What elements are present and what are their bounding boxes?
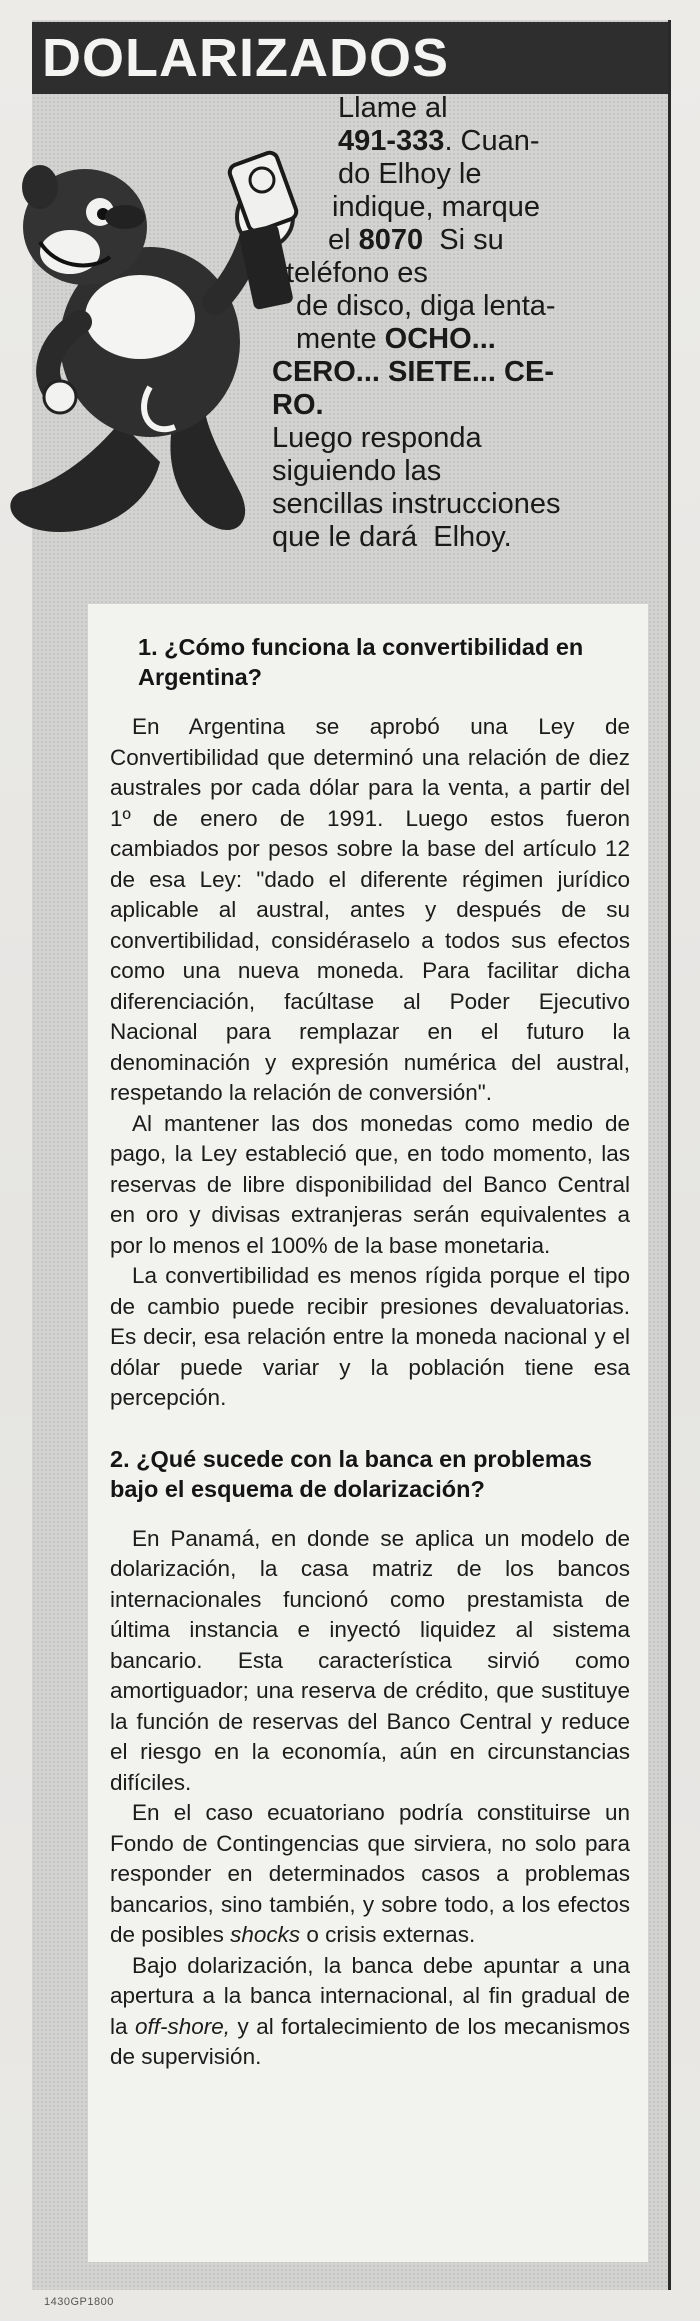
callout-line: Luego responda [272, 422, 482, 454]
header-banner [32, 22, 668, 94]
access-code: 8070 [358, 224, 424, 256]
callout-line: 491-333. Cuan- [338, 125, 540, 157]
phone-instructions [250, 92, 630, 554]
page-title: DOLARIZADOS [42, 28, 449, 88]
callout-line: que le dará Elhoy. [272, 521, 512, 553]
callout-line: sencillas instrucciones [272, 488, 561, 520]
callout-line: de disco, diga lenta- [296, 290, 556, 322]
question-1-paragraph: En Argentina se aprobó una Ley de Convertibilidad que determinó una relación de diez australes por cada dólar para la venta, a partir del 1º de enero de 1991. Luego estos fueron cambiados por pesos sobre la base del artículo 12 de esa Ley: "dado el diferente régimen jurídico aplicable al austral, antes y después de su convertibilidad, considéraselo a todos sus efectos como una nueva moneda. Para facilitar dicha diferenciación, facúltase al Poder Ejecutivo Nacional para remplazar en el futuro la denominación y expresión numérica del austral, respetando la relación de conversión". [110, 714, 630, 1105]
question-1-paragraph: Al mantener las dos monedas como medio de pago, la Ley estableció que, en todo momento, las reservas de libre disponibilidad del Banco Central en oro y divisas extranjeras serán equivalentes a por lo menos el 100% de la base monetaria. [110, 1110, 630, 1258]
callout-line: indique, marque [332, 191, 540, 223]
callout-line: do Elhoy le [338, 158, 482, 190]
callout-line: el 8070 Si su [328, 224, 504, 256]
question-2-paragraph: En Panamá, en donde se aplica un modelo de dolarización, la casa matriz de los bancos internacionales funcionó como prestamista de última instancia e inyectó liquidez al sistema bancario. Esta característica sirvió como amortiguador; una reserva de crédito, que sustituye la función de reservas del Banco Central y reduce el riesgo en la economía, aún en circunstancias difíciles. [110, 1525, 630, 1795]
question-2-title: 2. ¿Qué sucede con la banca en problemas bajo el esquema de dolarización? [110, 1445, 592, 1502]
question-1-paragraph: La convertibilidad es menos rígida porque el tipo de cambio puede recibir presiones devaluatorias. Es decir, esa relación entre la moneda nacional y el dólar puede variar y la población tiene esa percepción. [110, 1263, 630, 1410]
question-1-title: 1. ¿Cómo funciona la convertibilidad en Argentina? [138, 634, 584, 690]
phone-number: 491-333 [338, 125, 445, 157]
callout-line: RO. [272, 389, 324, 421]
callout-line: Llame al [338, 92, 448, 124]
question-2-paragraph: Bajo dolarización, la banca debe apuntar a una apertura a la banca internacional, al fin gradual de la off-shore, y al fortalecimiento de los mecanismos de supervisión. [110, 1952, 630, 2069]
callout-line: siguiendo las [272, 455, 442, 487]
question-2-paragraph: En el caso ecuatoriano podría constituirse un Fondo de Contingencias que sirviera, no solo para responder en determinados casos a problemas bancarios, sino también, y sobre todo, a los efectos de posibles shocks o crisis externas. [110, 1800, 630, 1947]
article-body [110, 632, 630, 2073]
callout-line: CERO... SIETE... CE- [272, 356, 554, 388]
section-gap [110, 1414, 630, 1444]
callout-line: teléfono es [286, 257, 428, 289]
print-code: 1430GP1800 [44, 2296, 114, 2308]
callout-line: mente OCHO... [296, 323, 496, 355]
article-box [88, 604, 648, 2262]
